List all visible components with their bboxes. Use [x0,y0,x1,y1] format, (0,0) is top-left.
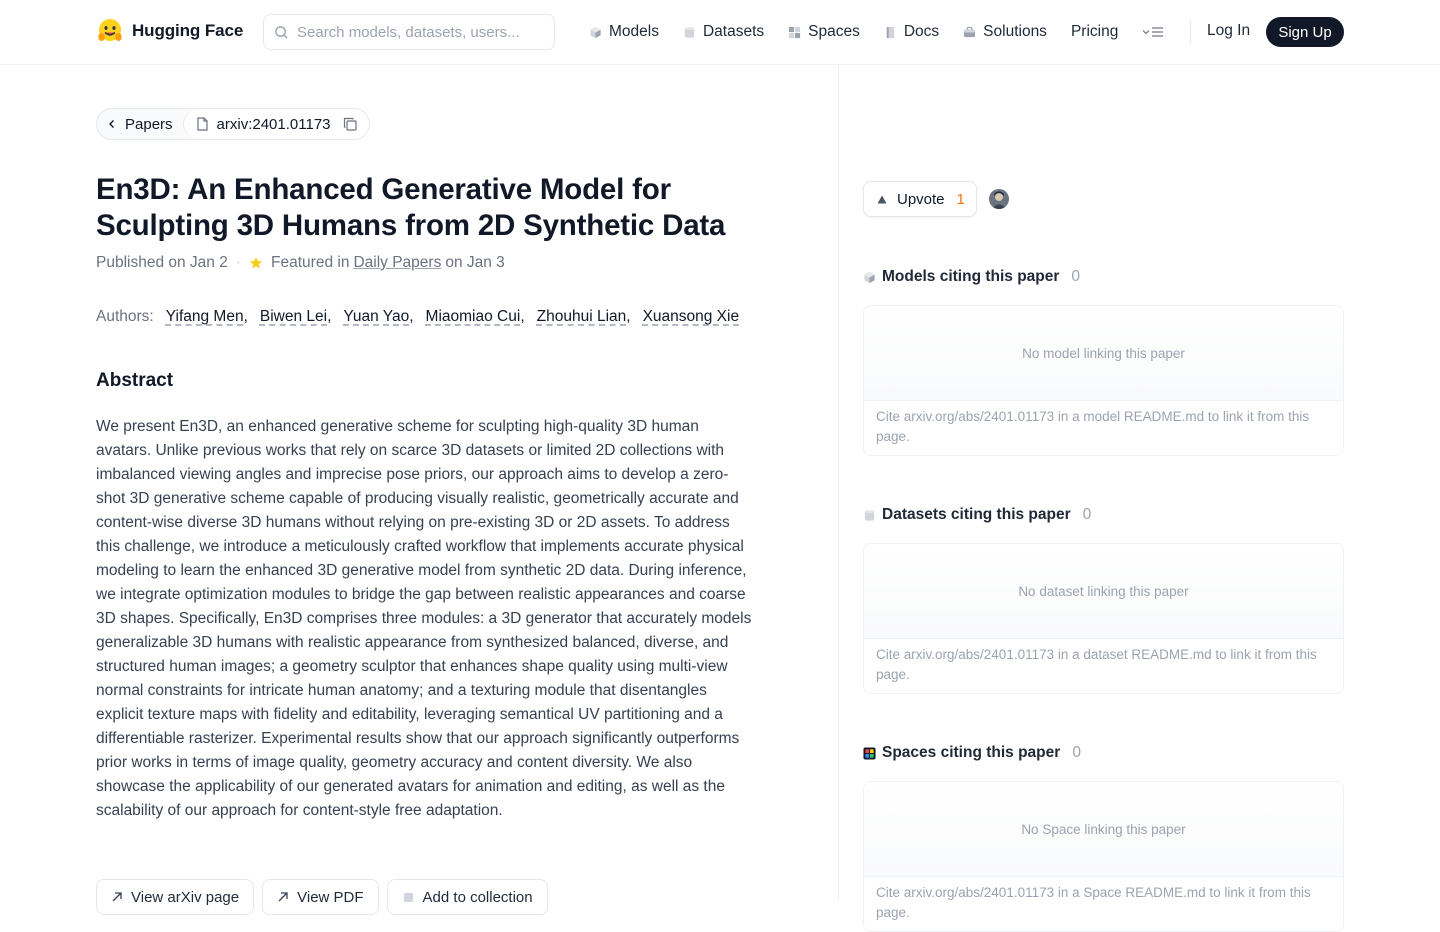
published-date: Published on Jan 2 [96,254,228,271]
triangle-up-icon [877,195,887,204]
paper-actions [96,879,548,915]
models-cite-note: Cite arxiv.org/abs/2401.01173 in a model README.md to link it from this page. [864,401,1343,455]
cube-icon [589,26,602,39]
brand-name: Hugging Face [132,21,244,40]
login-link[interactable]: Log In [1207,22,1251,39]
database-icon [683,26,696,39]
chevron-left-icon [107,119,117,129]
nav-datasets[interactable] [683,23,764,41]
signup-button[interactable]: Sign Up [1266,17,1344,47]
copy-icon[interactable] [343,117,357,131]
menu-lines-icon [1152,27,1163,37]
spaces-cite-note: Cite arxiv.org/abs/2401.01173 in a Space README.md to link it from this page. [864,877,1343,931]
datasets-citing-title: Datasets citing this paper [882,506,1071,523]
more-menu-button[interactable] [1142,27,1163,37]
document-icon [196,117,209,131]
hugging-face-logo-icon [96,17,124,45]
database-icon [863,509,876,522]
author-separator: , [327,308,332,325]
author-link[interactable]: Yuan Yao [343,308,410,325]
spaces-citing-title: Spaces citing this paper [882,744,1061,761]
nav-datasets-label: Datasets [702,23,765,40]
book-icon [884,26,897,39]
authors-list [96,308,739,326]
brand-logo[interactable] [96,17,243,45]
author-separator: , [409,308,414,325]
datasets-citing-box [863,543,1344,694]
daily-papers-link[interactable]: Daily Papers [353,254,442,271]
upvote-button[interactable] [863,181,977,217]
nav-models[interactable] [589,23,659,41]
models-citing-count: 0 [1071,268,1081,285]
abstract-heading: Abstract [96,370,174,391]
grid-icon [788,26,801,39]
star-icon [249,256,263,270]
spaces-empty-state: No Space linking this paper [864,782,1343,877]
nav-solutions[interactable] [963,23,1047,41]
models-citing-box [863,305,1344,456]
nav-docs-label: Docs [903,23,940,40]
author-link[interactable]: Biwen Lei [259,308,328,325]
search-input[interactable] [297,24,537,41]
cube-icon [863,271,876,284]
datasets-citing-heading [863,506,1091,524]
view-pdf-label: View PDF [297,888,364,906]
collection-icon [402,891,415,904]
spaces-citing-count: 0 [1072,744,1081,761]
nav-models-label: Models [609,23,659,40]
top-navbar [0,0,1440,65]
nav-solutions-label: Solutions [983,23,1047,40]
separator-dot: · [235,254,242,271]
nav-divider [1190,20,1191,44]
spaces-citing-heading [863,744,1081,762]
paper-main [0,65,839,906]
models-citing-heading [863,268,1080,286]
external-link-icon [111,891,123,903]
datasets-cite-note: Cite arxiv.org/abs/2401.01173 in a dataset README.md to link it from this page. [864,639,1343,693]
back-label: Papers [125,115,173,133]
models-empty-state: No model linking this paper [864,306,1343,401]
paper-id: arxiv:2401.01173 [216,115,331,133]
search-icon [274,25,289,40]
author-separator: , [626,308,631,325]
paper-id-chip [183,109,369,139]
publication-info [96,254,505,272]
author-separator: , [243,308,248,325]
featured-prefix: Featured in [271,254,350,271]
abstract-text: We present En3D, an enhanced generative scheme for sculpting high-quality 3D human avatars. Unlike previous works that rely on scarce 3D datasets or limited 2D collections with imbalanced viewing angles and imprecise pose priors, our approach aims to develop a zero-shot 3D generative scheme capable of producing visually realistic, geometrically accurate and content-wise diverse 3D humans without relying on pre-existing 3D or 2D assets. To address this challenge, we introduce a meticulously crafted workflow that implements accurate physical modeling to learn the enhanced 3D generative model from synthetic 2D data. During inference, we integrate optimization modules to bridge the gap between realistic appearances and coarse 3D shapes. Specifically, En3D comprises three modules: a 3D generator that accurately models generalizable 3D humans with realistic appearance from synthesized balanced, diverse, and structured human images; a geometry sculptor that enhances shape quality using multi-view normal constraints for intricate human anatomy; and a texturing module that disentangles explicit texture maps with fidelity and editability, leveraging semantical UV partitioning and a differentiable rasterizer. Experimental results show that our approach significantly outperforms prior works in terms of image quality, geometry accuracy and content diversity. We also showcase the applicability of our generated avatars for animation and editing, as well as the scalability of our approach for content-style free adaptation. [96,418,752,819]
nav-pricing[interactable] [1071,23,1118,41]
models-citing-title: Models citing this paper [882,268,1060,285]
author-separator: , [520,308,525,325]
featured-suffix: on Jan 3 [445,254,505,271]
add-to-collection-button[interactable] [387,879,548,915]
author-link[interactable]: Xuansong Xie [642,308,740,325]
view-arxiv-label: View arXiv page [131,888,240,906]
nav-spaces[interactable] [788,23,860,41]
breadcrumb [96,108,370,140]
view-pdf-button[interactable] [262,879,378,915]
spaces-citing-box [863,781,1344,932]
chevron-down-icon [1142,28,1150,36]
upvote-count: 1 [956,190,965,208]
nav-docs[interactable] [884,23,939,41]
upvoter-avatar[interactable] [989,189,1009,209]
external-link-icon [277,891,289,903]
datasets-citing-count: 0 [1082,506,1092,523]
datasets-empty-state: No dataset linking this paper [864,544,1343,639]
authors-label: Authors: [96,308,154,325]
paper-title: En3D: An Enhanced Generative Model for Sculpting 3D Humans from 2D Synthetic Data [96,173,726,242]
add-to-collection-label: Add to collection [422,888,533,906]
briefcase-icon [963,26,976,39]
upvote-label: Upvote [897,190,945,208]
author-link[interactable]: Miaomiao Cui [425,308,521,325]
main-nav [589,19,1163,45]
nav-spaces-label: Spaces [808,23,860,40]
author-link[interactable]: Yifang Men [165,308,244,325]
search-box[interactable] [263,14,555,50]
spaces-grid-icon [863,747,876,760]
view-arxiv-button[interactable] [96,879,254,915]
back-to-papers-link[interactable] [97,109,183,139]
author-link[interactable]: Zhouhui Lian [536,308,627,325]
nav-pricing-label: Pricing [1070,23,1119,40]
